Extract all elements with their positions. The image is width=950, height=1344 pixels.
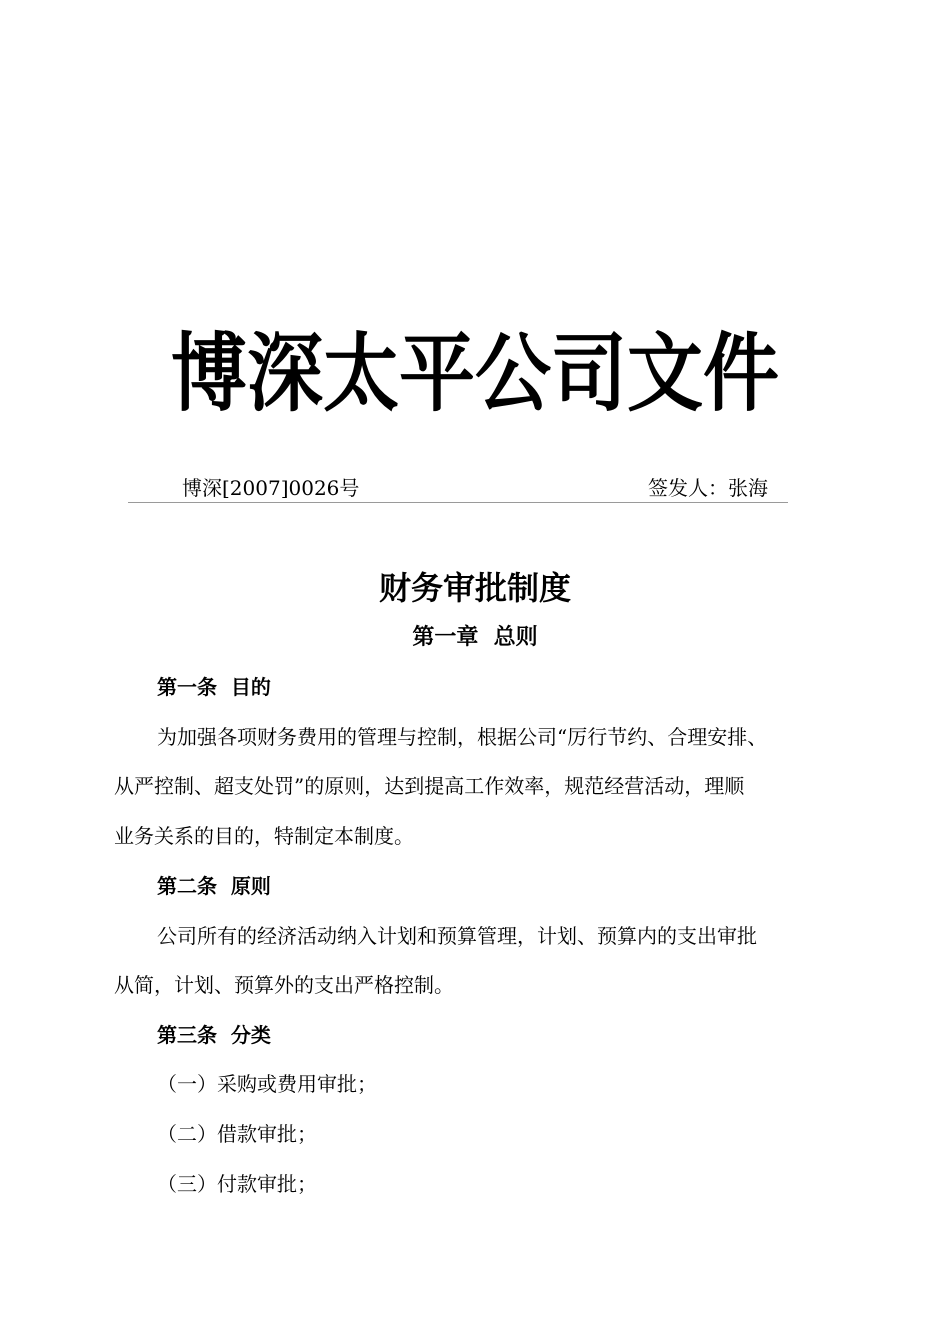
article-3-item-2: （二）借款审批； [157,1122,317,1146]
company-document-title: 博深太平公司文件 [171,323,779,424]
policy-title: 财务审批制度 [378,569,571,607]
article-3-heading: 第三条 分类 [157,1023,271,1047]
article-2-line-2: 从简，计划、预算外的支出严格控制。 [114,973,454,997]
article-2-heading: 第二条 原则 [157,874,271,898]
document-meta-row [128,474,788,502]
article-1-line-1: 为加强各项财务费用的管理与控制，根据公司“厉行节约、合理安排、 [157,725,768,749]
article-3-item-3: （三）付款审批； [157,1172,317,1196]
header-divider [128,502,788,503]
article-3-item-1: （一）采购或费用审批； [157,1072,377,1096]
document-number: 博深[2007]0026号 [182,476,360,500]
document-signer: 签发人：张海 [648,476,768,500]
article-1-line-2: 从严控制、超支处罚”的原则，达到提高工作效率，规范经营活动，理顺 [114,774,745,798]
article-1-heading: 第一条 目的 [157,675,271,699]
article-2-line-1: 公司所有的经济活动纳入计划和预算管理，计划、预算内的支出审批 [157,924,757,948]
chapter-title: 第一章 总则 [412,625,538,650]
article-1-line-3: 业务关系的目的，特制定本制度。 [114,824,414,848]
